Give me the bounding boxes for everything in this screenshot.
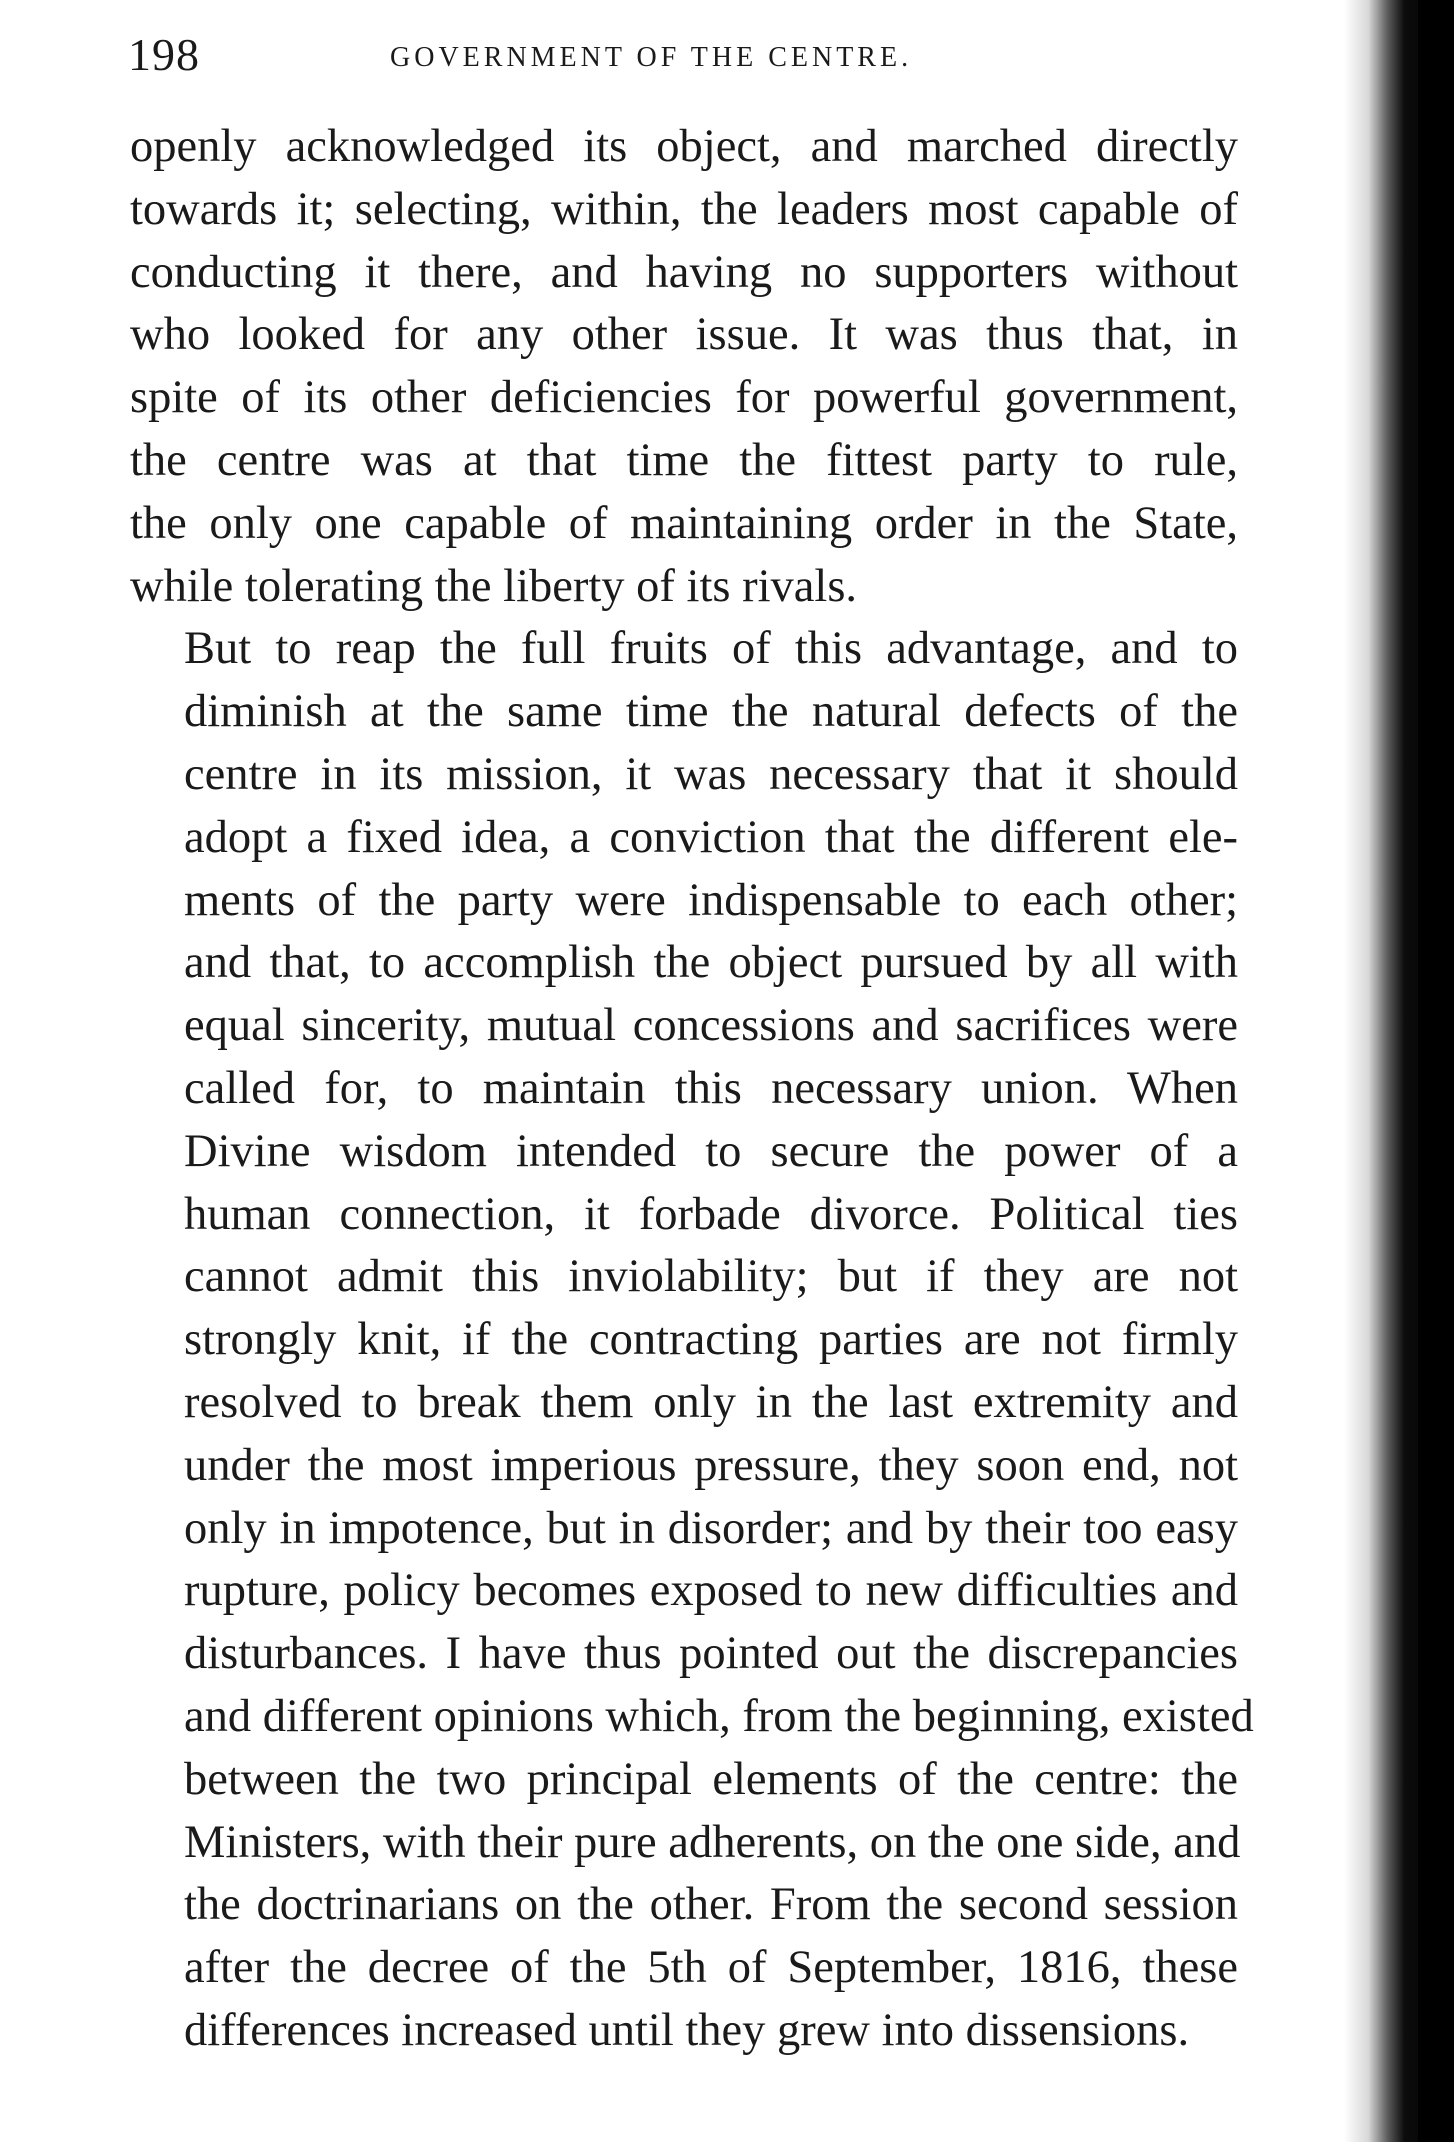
text-line: equal sincerity, mutual concessions and sacrifices were: [184, 1000, 1238, 1052]
text-line: and that, to accomplish the object pursued by all with: [184, 937, 1238, 989]
text-line: Ministers, with their pure adherents, on the one side, and: [184, 1816, 1241, 1868]
text-line: rupture, policy becomes exposed to new difficulties and: [184, 1565, 1238, 1617]
text-line: openly acknowledged its object, and marched directly: [130, 121, 1238, 172]
text-line: the centre was at that time the fittest party to rule,: [130, 434, 1238, 486]
running-head: GOVERNMENT OF THE CENTRE.: [390, 42, 913, 73]
paragraph-2: [130, 618, 1254, 2062]
text-line: But to reap the full fruits of this advantage, and to: [184, 623, 1238, 675]
text-line: only in impotence, but in disorder; and by their too easy: [184, 1502, 1238, 1554]
text-line: towards it; selecting, within, the leaders most capable of: [130, 183, 1238, 235]
text-line: diminish at the same time the natural defects of the: [184, 686, 1238, 738]
text-line: centre in its mission, it was necessary that it should: [184, 748, 1238, 800]
text-line: disturbances. I have thus pointed out the discrepancies: [184, 1628, 1238, 1680]
text-line: spite of its other deficiencies for powerful government,: [130, 372, 1238, 424]
text-line: while tolerating the liberty of its rivals.: [130, 560, 858, 612]
body-text: [130, 116, 1254, 2063]
binding-edge: [1418, 0, 1454, 2142]
text-line: after the decree of the 5th of September, 1816, these: [184, 1942, 1238, 1994]
text-line: adopt a fixed idea, a conviction that the different ele-: [184, 811, 1238, 863]
text-line: who looked for any other issue. It was thus that, in: [130, 309, 1238, 361]
text-line: resolved to break them only in the last extremity and: [184, 1376, 1238, 1428]
paragraph-1: [130, 116, 1238, 618]
text-line: human connection, it forbade divorce. Political ties: [184, 1188, 1238, 1240]
text-line: called for, to maintain this necessary union. When: [184, 1062, 1238, 1114]
text-line: between the two principal elements of the centre: the: [184, 1753, 1238, 1805]
text-line: the only one capable of maintaining order in the State,: [130, 497, 1238, 549]
text-line: under the most imperious pressure, they soon end, not: [184, 1439, 1238, 1491]
text-line: and different opinions which, from the beginning, existed: [184, 1690, 1254, 1742]
page-number: 198: [128, 29, 200, 80]
text-line: cannot admit this inviolability; but if they are not: [184, 1251, 1238, 1303]
page-header: [128, 28, 1238, 88]
text-line: Divine wisdom intended to secure the power of a: [184, 1125, 1238, 1177]
text-line: conducting it there, and having no supporters without: [130, 246, 1238, 298]
text-line: ments of the party were indispensable to each other;: [184, 874, 1238, 926]
text-line: the doctrinarians on the other. From the second session: [184, 1879, 1238, 1931]
text-line: strongly knit, if the contracting parties are not firmly: [184, 1314, 1238, 1366]
text-line: differences increased until they grew into dissensions.: [184, 2004, 1190, 2056]
